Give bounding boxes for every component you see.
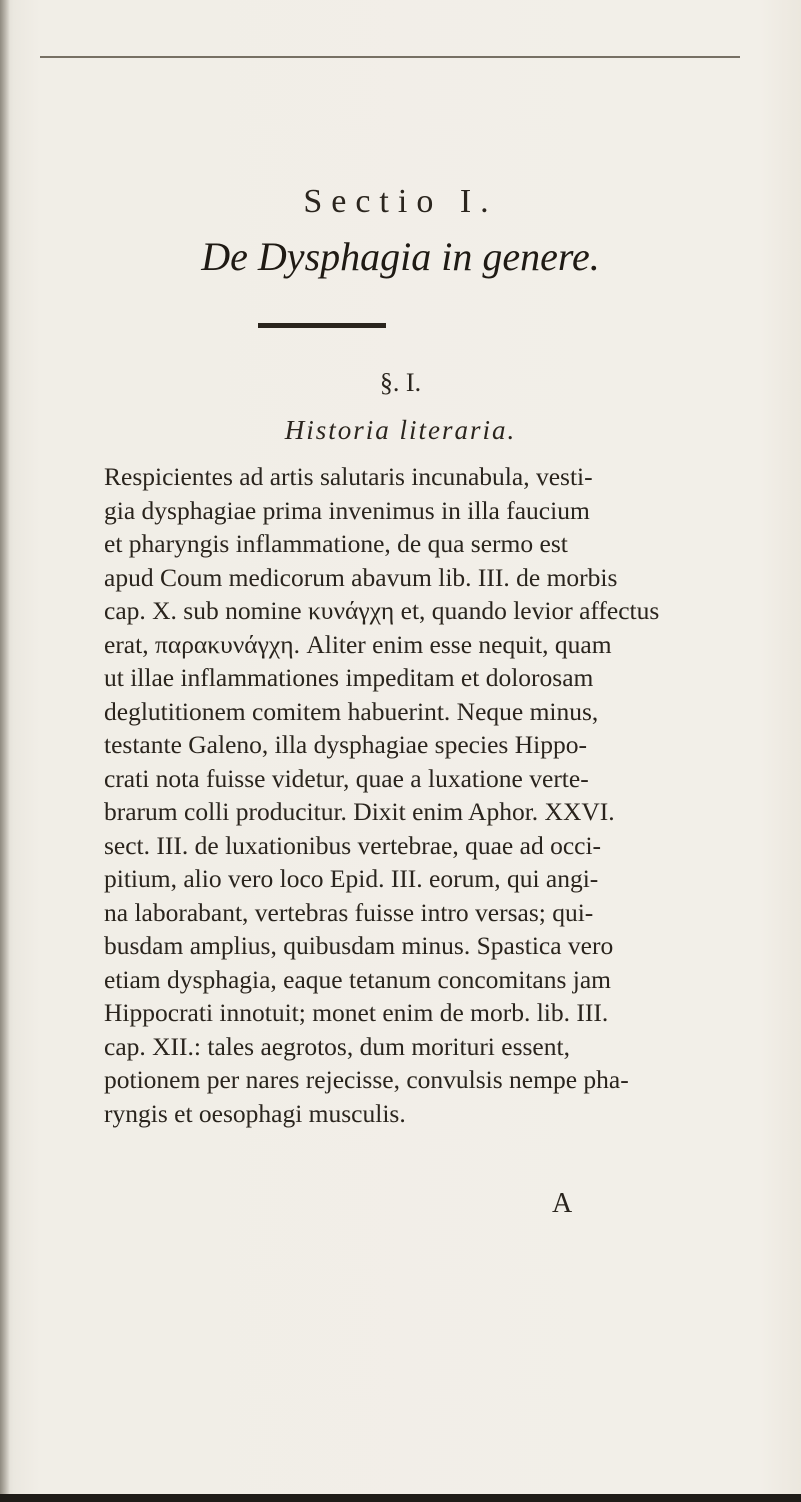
text-line: ut illae inflammationes impeditam et dolorosam [104,663,594,692]
text-line: et pharyngis inflammatione, de qua sermo est [104,529,568,558]
text-line: deglutitionem comitem habuerint. Neque minus, [104,696,599,726]
text-line: cap. X. sub nomine κυνάγχη et, quando levior affectus [104,596,660,625]
text-line: brarum colli producitur. Dixit enim Aphor. XXVI. [104,797,615,826]
text-line: crati nota fuisse videtur, quae a luxatione verte- [104,763,589,793]
section-subtitle: De Dysphagia in genere. [201,234,600,279]
text-line: sect. III. de luxationibus vertebrae, quae ad occi- [104,830,602,860]
body-text [104,460,774,1130]
text-line: na laborabant, vertebras fuisse intro versas; qui- [104,897,594,927]
title-rule [258,323,386,328]
text-line: apud Coum medicorum abavum lib. III. de morbis [104,562,618,592]
bottom-edge [0,1494,801,1502]
text-line: ryngis et oesophagi musculis. [104,1098,406,1128]
section-title: Sectio I. [303,183,498,220]
text-line: testante Galeno, illa dysphagiae species Hippo- [104,730,587,759]
paragraph-heading: Historia literaria. [284,415,517,445]
text-line: erat, παρακυνάγχη. Aliter enim esse nequit, quam [104,629,612,659]
top-rule [40,56,740,58]
text-line: cap. XII.: tales aegrotos, dum morituri essent, [104,1031,570,1061]
text-line: pitium, alio vero loco Epid. III. eorum, qui angi- [104,864,599,893]
text-line: potionem per nares rejecisse, convulsis nempe pha- [104,1065,629,1094]
paragraph-number: §. I. [379,368,422,397]
text-line: gia dysphagiae prima invenimus in illa faucium [104,495,590,525]
text-line: etiam dysphagia, eaque tetanum concomitans jam [104,964,611,994]
catchword: A [552,1188,573,1219]
text-line: Respicientes ad artis salutaris incunabula, vesti- [104,462,593,491]
text-line: Hippocrati innotuit; monet enim de morb. lib. III. [104,998,609,1027]
binding-shadow [0,0,10,1502]
text-line: busdam amplius, quibusdam minus. Spastica vero [104,931,614,960]
